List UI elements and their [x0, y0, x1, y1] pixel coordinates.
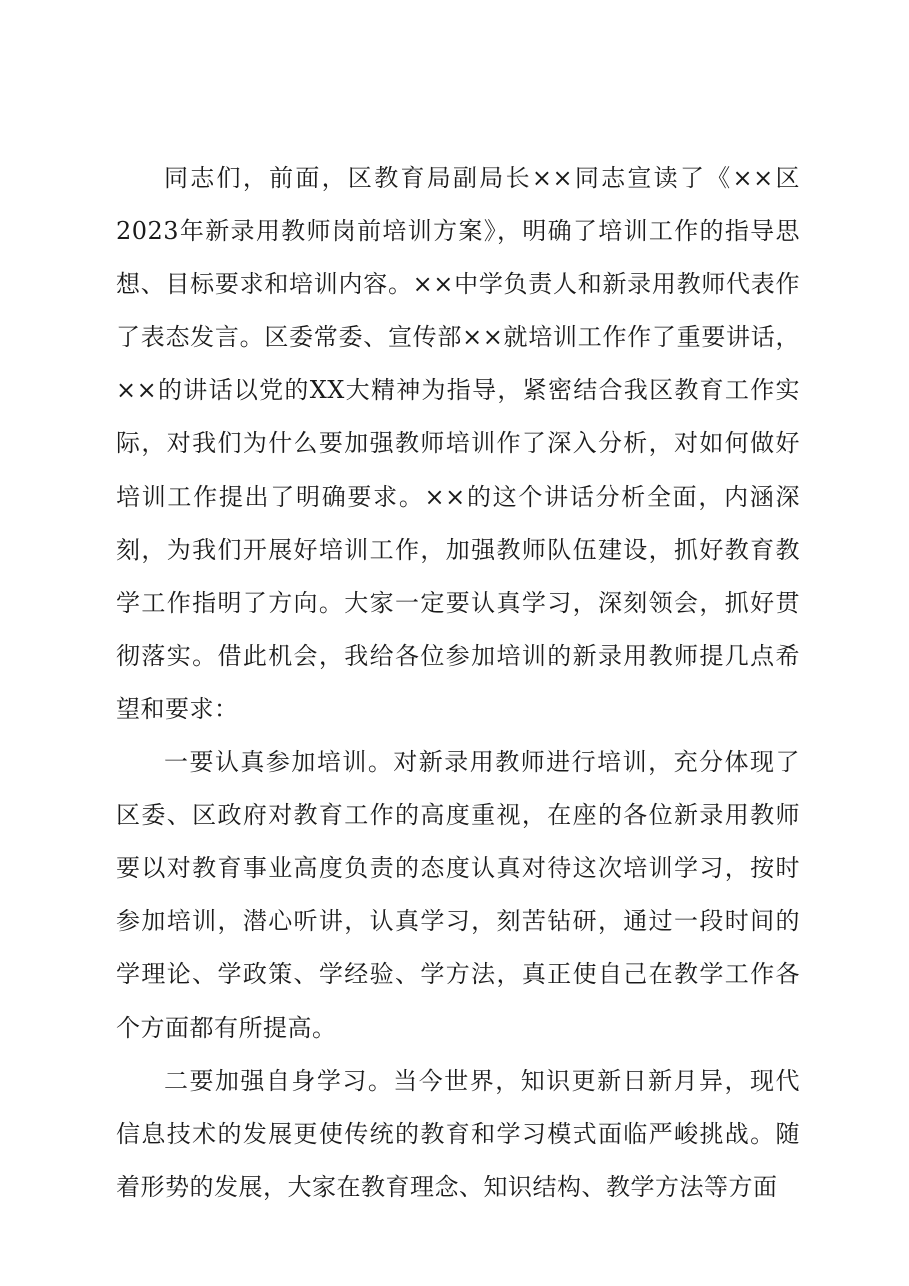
paragraph-point-one: 一要认真参加培训。对新录用教师进行培训，充分体现了区委、区政府对教育工作的高度重视，在座的各位新录用教师要以对教育事业高度负责的态度认真对待这次培训学习，按时参加培训，潜心听讲，认真学习，刻苦钻研，通过一段时间的学理论、学政策、学经验、学方法，真正使自己在教学工作各个方面都有所提高。: [116, 748, 800, 1042]
paragraph-point-two: 二要加强自身学习。当今世界，知识更新日新月异，现代信息技术的发展更使传统的教育和学习模式面临严峻挑战。随着形势的发展，大家在教育理念、知识结构、教学方法等方面: [116, 1066, 800, 1201]
paragraph-opening: 同志们，前面，区教育局副局长××同志宣读了《××区2023年新录用教师岗前培训方案》，明确了培训工作的指导思想、目标要求和培训内容。××中学负责人和新录用教师代表作了表态发言。区委常委、宣传部××就培训工作作了重要讲话，××的讲话以党的XX大精神为指导，紧密结合我区教育工作实际，对我们为什么要加强教师培训作了深入分析，对如何做好培训工作提出了明确要求。××的这个讲话分析全面，内涵深刻，为我们开展好培训工作，加强教师队伍建设，抓好教育教学工作指明了方向。大家一定要认真学习，深刻领会，抓好贯彻落实。借此机会，我给各位参加培训的新录用教师提几点希望和要求：: [116, 164, 800, 723]
document-body: [116, 152, 800, 1214]
